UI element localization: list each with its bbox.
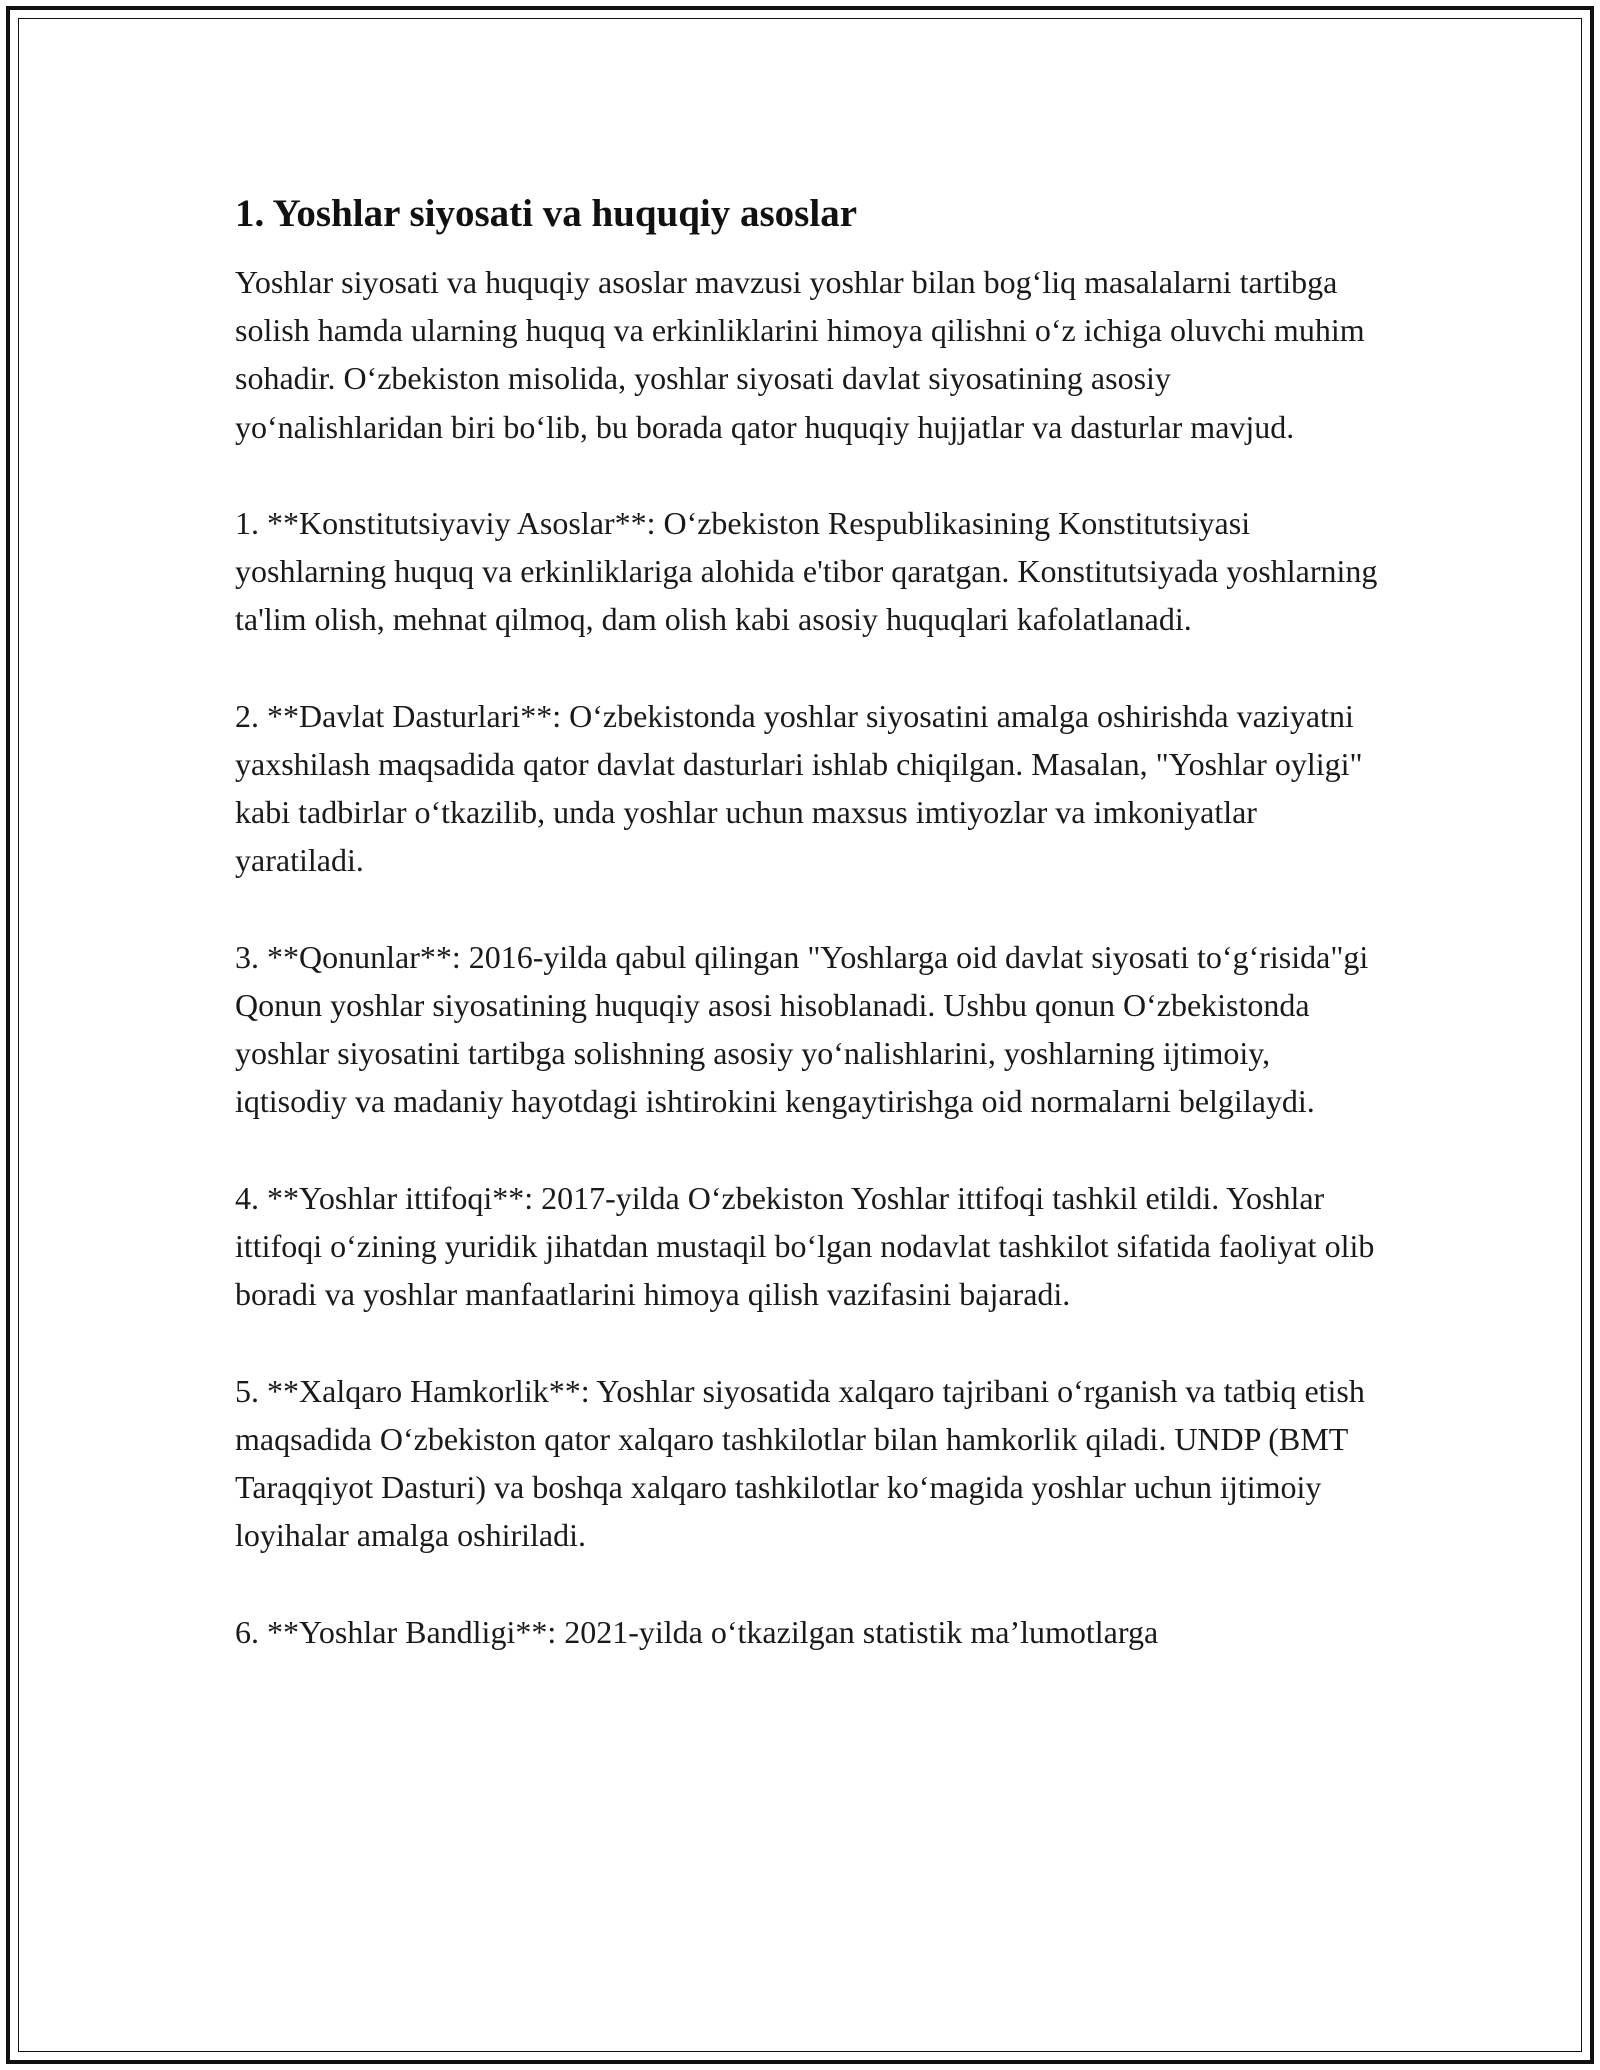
paragraph-youth-union: 4. **Yoshlar ittifoqi**: 2017-yilda O‘zbekiston Yoshlar ittifoqi tashkil etildi. Yoshlar ittifoqi o‘zining yuridik jihatdan mustaqil bo‘lgan nodavlat tashkilot sifatida faoliyat olib boradi va yoshlar manfaatlarini himoya qilish vazifasini bajaradi. <box>235 1179 1383 1313</box>
document-body <box>235 186 1385 1704</box>
paragraph-state-programs: 2. **Davlat Dasturlari**: O‘zbekistonda yoshlar siyosatini amalga oshirishda vaziyatni yaxshilash maqsadida qator davlat dasturlari ishlab chiqilgan. Masalan, "Yoshlar oyligi" kabi tadbirlar o‘tkazilib, unda yoshlar uchun maxsus imtiyozlar va imkoniyatlar yaratiladi. <box>235 697 1371 879</box>
paragraph-laws: 3. **Qonunlar**: 2016-yilda qabul qilingan "Yoshlarga oid davlat siyosati to‘g‘risida"gi Qonun yoshlar siyosatining huquqiy asosi hisoblanadi. Ushbu qonun O‘zbekistonda yoshlar siyosatini tartibga solishning asosiy yo‘nalishlarini, yoshlarning ijtimoiy, iqtisodiy va madaniy hayotdagi ishtirokini kengaytirishga oid normalarni belgilaydi. <box>235 938 1377 1120</box>
paragraph-constitutional-basis: 1. **Konstitutsiyaviy Asoslar**: O‘zbekiston Respublikasining Konstitutsiyasi yoshlarning huquq va erkinliklariga alohida e'tibor qaratgan. Konstitutsiyada yoshlarning ta'lim olish, mehnat qilmoq, dam olish kabi asosiy huquqlari kafolatlanadi. <box>235 505 1386 638</box>
paragraph-youth-employment: 6. **Yoshlar Bandligi**: 2021-yilda o‘tkazilgan statistik ma’lumotlarga <box>235 1613 1159 1650</box>
section-title: 1. Yoshlar siyosati va huquqiy asoslar <box>235 192 858 235</box>
intro-paragraph: Yoshlar siyosati va huquqiy asoslar mavzusi yoshlar bilan bog‘liq masalalarni tartibga solish hamda ularning huquq va erkinliklarini himoya qilishni o‘z ichiga oluvchi muhim sohadir. O‘zbekiston misolida, yoshlar siyosati davlat siyosatining asosiy yo‘nalishlaridan biri bo‘lib, bu borada qator huquqiy hujjatlar va dasturlar mavjud. <box>235 264 1373 445</box>
paragraph-international-cooperation: 5. **Xalqaro Hamkorlik**: Yoshlar siyosatida xalqaro tajribani o‘rganish va tatbiq etish maqsadida O‘zbekiston qator xalqaro tashkilotlar bilan hamkorlik qiladi. UNDP (BMT Taraqqiyot Dasturi) va boshqa xalqaro tashkilotlar ko‘magida yoshlar uchun ijtimoiy loyihalar amalga oshiriladi. <box>235 1372 1373 1554</box>
